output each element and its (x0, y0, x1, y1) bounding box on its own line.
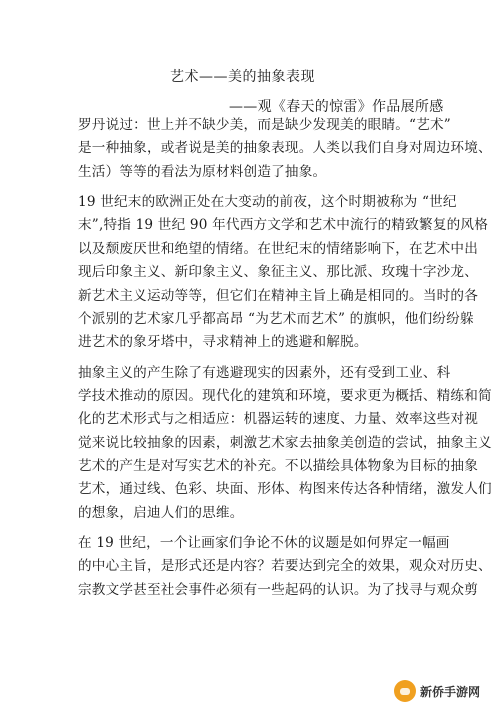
text-line: 觉来说比较抽象的因素，刺激艺术家去抽象美创造的尝试，抽象主义 (78, 434, 492, 451)
paragraph (78, 532, 492, 602)
text-line: 末”,特指 19 世纪 90 年代西方文学和艺术中流行的精致繁复的风格 (78, 217, 488, 234)
text-line: 学技术推动的原因。现代化的建筑和环境，要求更为概括、精练和简 (78, 387, 492, 404)
text-line: 现后印象主义、新印象主义、象征主义、那比派、玫瑰十字沙龙、 (78, 264, 479, 281)
text-line: 是一种抽象，或者说是美的抽象表现。人类以我们自身对周边环境、 (78, 140, 492, 157)
paragraph (78, 191, 488, 355)
text-line: 的想象，启迪人们的思维。 (78, 504, 244, 521)
text-line: 罗丹说过：世上并不缺少美，而是缺少发现美的眼睛。“艺术” (78, 117, 451, 133)
text-line: 以及颓废厌世和绝望的情绪。在世纪末的情绪影响下，在艺术中出 (78, 240, 479, 257)
paragraph (78, 114, 492, 184)
text-line: 化的艺术形式与之相适应：机器运转的速度、力量、效率这些对视 (78, 411, 479, 428)
text-line: 生活）等等的看法为原材料创造了抽象。 (78, 163, 327, 180)
site-logo-icon (394, 680, 416, 702)
text-line: 19 世纪末的欧洲正处在大变动的前夜，这个时期被称为 “世纪 (78, 193, 457, 210)
document-body (78, 114, 492, 602)
text-line: 进艺术的象牙塔中，寻求精神上的逃避和解脱。 (78, 334, 368, 351)
text-line: 宗教文学甚至社会事件必须有一些起码的认识。为了找寻与观众剪 (78, 581, 479, 598)
text-line: 艺术的产生是对写实艺术的补充。不以描绘具体物象为目标的抽象 (78, 458, 479, 475)
paragraph (78, 362, 492, 526)
text-line: 艺术，通过线、色彩、块面、形体、构图来传达各种情绪，激发人们 (78, 481, 492, 498)
text-line: 个派别的艺术家几乎都高昂 “为艺术而艺术” 的旗帜，他们纷纷躲 (78, 310, 474, 327)
document-title: 艺术——美的抽象表现 (170, 69, 315, 85)
text-line: 在 19 世纪，一个让画家们争论不休的议题是如何界定一幅画 (78, 535, 450, 552)
watermark-text: 新侨手游网 (420, 684, 481, 699)
text-line: 抽象主义的产生除了有逃避现实的因素外，还有受到工业、科 (78, 364, 451, 381)
site-watermark (394, 678, 498, 704)
text-line: 的中心主旨，是形式还是内容？若要达到完全的效果，观众对历史、 (78, 558, 492, 575)
text-line: 新艺术主义运动等等，但它们在精神主旨上确是相同的。当时的各 (78, 287, 479, 304)
document-subtitle: ——观《春天的惊雷》作品展所感 (229, 99, 444, 115)
